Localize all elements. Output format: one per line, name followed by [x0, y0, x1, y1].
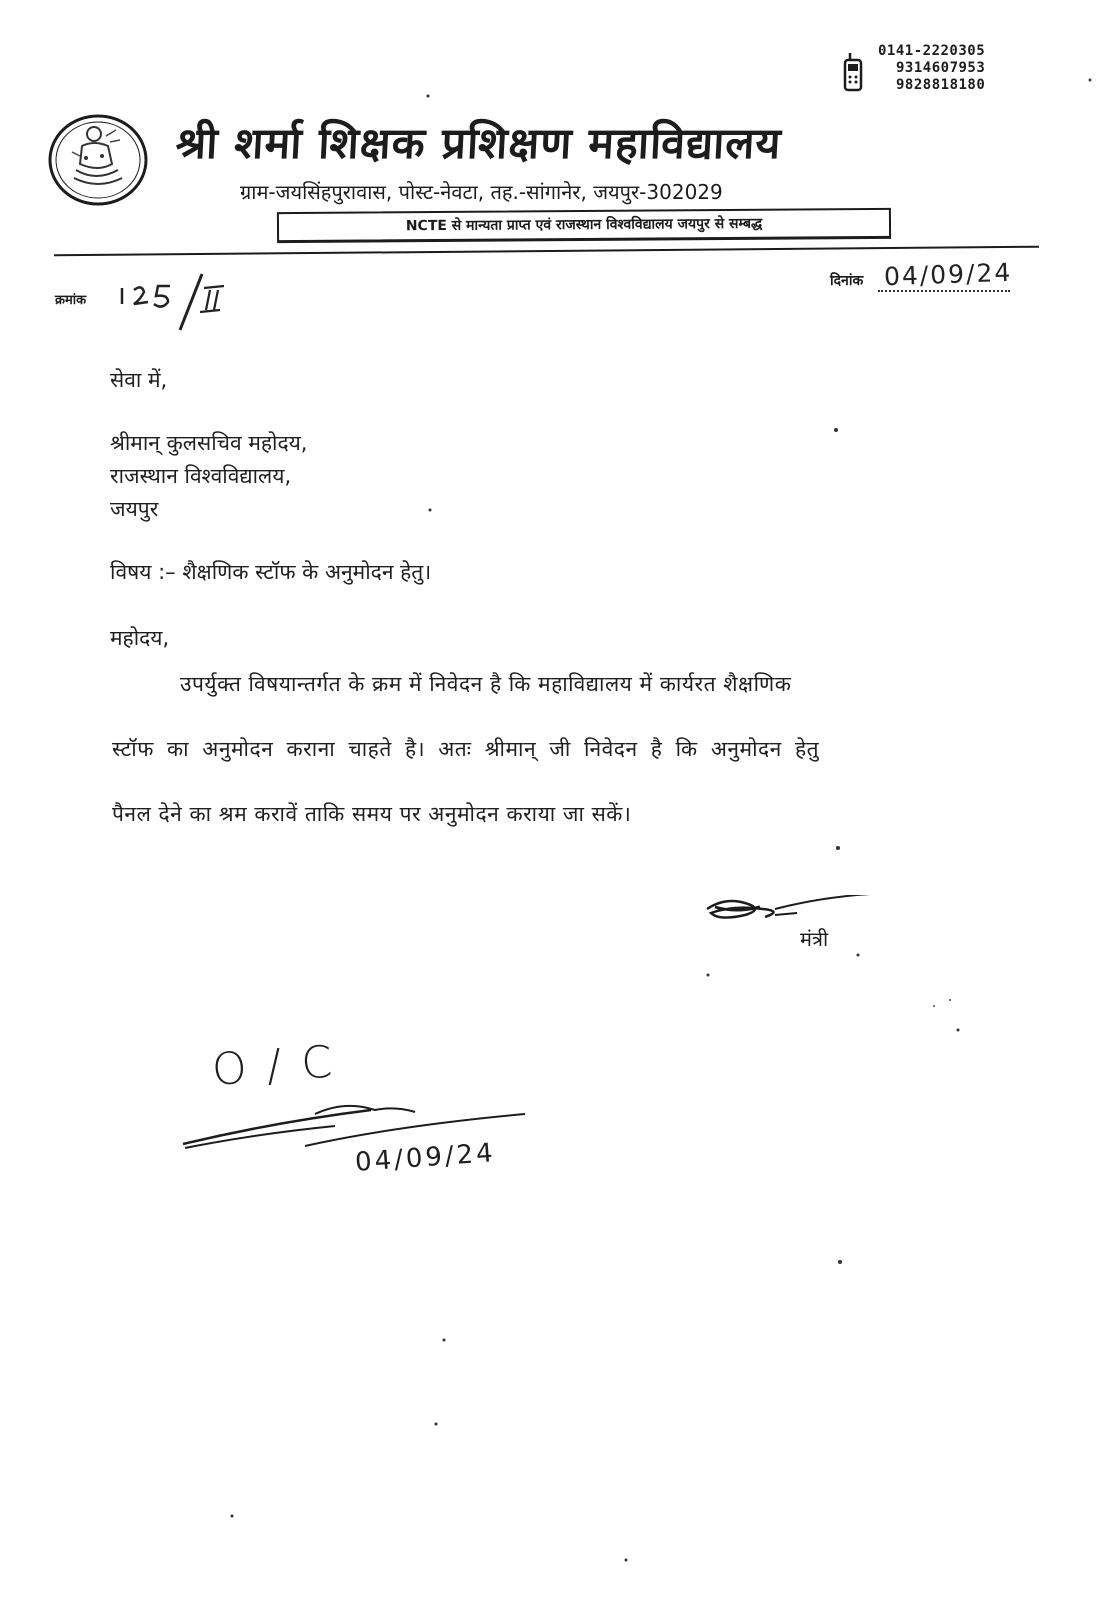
recipient-line: श्रीमान् कुलसचिव महोदय,: [110, 431, 308, 455]
phone-number: 9314607953: [896, 60, 986, 76]
date-label: दिनांक: [830, 273, 864, 289]
body-paragraph-line: उपर्युक्त विषयान्तर्गत के क्रम में निवेदन है कि महाविद्यालय में कार्यरत शैक्षणिक: [180, 672, 792, 696]
greeting: महोदय,: [110, 626, 170, 650]
phone-icon: [840, 52, 866, 94]
body-paragraph-line: पैनल देने का श्रम करावें ताकि समय पर अनुमोदन कराया जा सकें।: [112, 802, 632, 826]
phone-number: 9828818180: [896, 77, 986, 93]
phone-numbers: [878, 43, 985, 94]
college-address: ग्राम-जयसिंहपुरावास, पोस्ट-नेवटा, तह.-सांगानेर, जयपुर-302029: [240, 180, 723, 204]
office-copy-mark: O/C: [210, 1035, 354, 1096]
reference-label: क्रमांक: [55, 293, 87, 308]
college-name: श्री शर्मा शिक्षक प्रशिक्षण महाविद्यालय: [174, 119, 783, 169]
date-value-handwritten: 04/09/24: [883, 257, 1013, 292]
body-paragraph-line: स्टॉफ का अनुमोदन कराना चाहते है। अतः श्रीमान् जी निवेदन है कि अनुमोदन हेतु: [112, 737, 820, 761]
college-seal-logo: [46, 112, 150, 208]
subject-line: विषय :– शैक्षणिक स्टॉफ के अनुमोदन हेतु।: [110, 560, 432, 584]
phone-number: 0141-2220305: [878, 43, 986, 59]
reference-number-handwritten: [110, 270, 260, 350]
recipient-line: राजस्थान विश्वविद्यालय,: [110, 464, 292, 488]
signer-designation: मंत्री: [800, 927, 829, 951]
salutation: सेवा में,: [110, 368, 168, 392]
affiliation-box: NCTE से मान्यता प्राप्त एवं राजस्थान विश्वविद्यालय जयपुर से सम्बद्ध: [277, 208, 891, 243]
header-divider: [54, 246, 1039, 257]
recipient-line: जयपुर: [110, 497, 159, 521]
annotation-date-handwritten: 04/09/24: [354, 1138, 497, 1178]
